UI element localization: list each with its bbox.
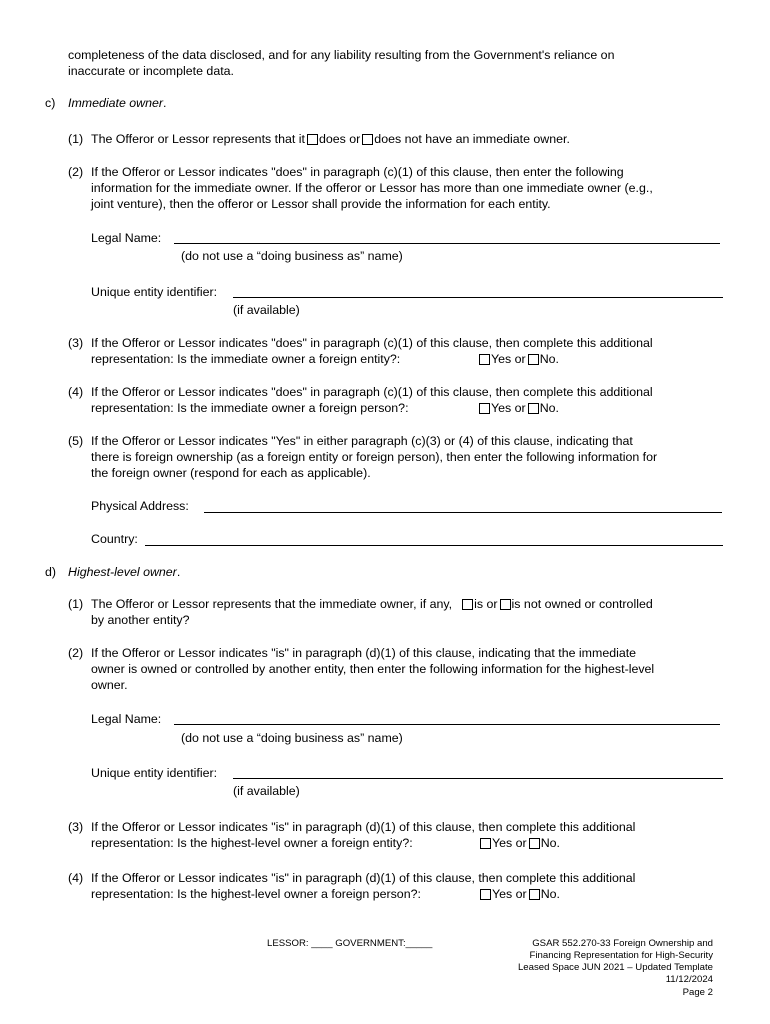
c-uei-field[interactable] bbox=[233, 297, 723, 298]
c2-line-2: information for the immediate owner. If the offeror or Lessor has more than one immediate owner (e.g., bbox=[91, 181, 653, 195]
section-d-title: Highest-level owner bbox=[68, 565, 177, 579]
d2-line-3: owner. bbox=[91, 678, 128, 692]
c4-no-label: No. bbox=[539, 401, 559, 415]
c1-does-not-checkbox[interactable] bbox=[362, 134, 373, 145]
d-uei-field[interactable] bbox=[233, 778, 723, 779]
c3-yes-checkbox[interactable] bbox=[479, 354, 490, 365]
c1-does-label: does or bbox=[318, 132, 361, 146]
d1-is-not-label: is not owned or controlled bbox=[511, 597, 653, 611]
d1-is-label: is or bbox=[474, 597, 498, 611]
footer-form-line-3: Leased Space JUN 2021 – Updated Template bbox=[517, 962, 713, 973]
d1-prefix: The Offeror or Lessor represents that the immediate owner, if any, bbox=[91, 597, 453, 611]
c4-line-2: representation: Is the immediate owner a foreign person?: bbox=[91, 401, 409, 415]
c1-text bbox=[91, 131, 570, 147]
d3-yes-label: Yes or bbox=[492, 836, 527, 850]
d-legal-name-field[interactable] bbox=[174, 724, 720, 725]
c3-options bbox=[477, 351, 559, 367]
d4-number: (4) bbox=[68, 871, 84, 885]
d3-line-2: representation: Is the highest-level owner a foreign entity?: bbox=[91, 836, 413, 850]
section-d-letter: d) bbox=[45, 565, 57, 579]
d4-line-2: representation: Is the highest-level owner a foreign person?: bbox=[91, 887, 421, 901]
d1-is-checkbox[interactable] bbox=[462, 599, 473, 610]
section-d-title-end: . bbox=[176, 565, 181, 579]
d4-yes-checkbox[interactable] bbox=[480, 889, 491, 900]
c2-line-1: If the Offeror or Lessor indicates "does" in paragraph (c)(1) of this clause, then enter the following bbox=[91, 165, 624, 179]
d3-options bbox=[478, 835, 560, 851]
d-uei-note: (if available) bbox=[233, 784, 300, 798]
c-legal-name-label: Legal Name: bbox=[91, 231, 162, 245]
c-uei-label: Unique entity identifier: bbox=[91, 285, 218, 299]
d-legal-name-note: (do not use a “doing business as” name) bbox=[181, 731, 403, 745]
c5-line-3: the foreign owner (respond for each as applicable). bbox=[91, 466, 371, 480]
d4-line-1: If the Offeror or Lessor indicates "is" in paragraph (d)(1) of this clause, then complete this additional bbox=[91, 871, 636, 885]
section-c-title-end: . bbox=[163, 96, 167, 110]
d-uei-label: Unique entity identifier: bbox=[91, 766, 218, 780]
d3-number: (3) bbox=[68, 820, 84, 834]
c1-prefix: The Offeror or Lessor represents that it bbox=[91, 132, 305, 146]
c5-number: (5) bbox=[68, 434, 84, 448]
c4-no-checkbox[interactable] bbox=[528, 403, 539, 414]
footer-page-number: Page 2 bbox=[682, 987, 713, 998]
c-country-label: Country: bbox=[91, 532, 138, 546]
d3-no-label: No. bbox=[540, 836, 560, 850]
c2-line-3: joint venture), then the offeror or Lessor shall provide the information for each entity. bbox=[91, 197, 551, 211]
c-uei-note: (if available) bbox=[233, 303, 300, 317]
c4-number: (4) bbox=[68, 385, 84, 399]
d2-number: (2) bbox=[68, 646, 84, 660]
section-c-title: Immediate owner bbox=[68, 96, 164, 110]
section-c-heading bbox=[68, 95, 167, 111]
d2-line-2: owner is owned or controlled by another entity, then enter the following information for the highest-level bbox=[91, 662, 655, 676]
c3-yes-label: Yes or bbox=[491, 352, 526, 366]
c4-yes-label: Yes or bbox=[491, 401, 526, 415]
section-c-letter: c) bbox=[45, 96, 56, 110]
d1-line-2: by another entity? bbox=[91, 613, 190, 627]
c3-line-2: representation: Is the immediate owner a foreign entity?: bbox=[91, 352, 401, 366]
d2-line-1: If the Offeror or Lessor indicates "is" in paragraph (d)(1) of this clause, indicating that the immediate bbox=[91, 646, 637, 660]
section-d-heading bbox=[68, 564, 180, 580]
intro-line-1: completeness of the data disclosed, and for any liability resulting from the Government's reliance on bbox=[68, 48, 615, 62]
c3-number: (3) bbox=[68, 336, 84, 350]
c4-line-1: If the Offeror or Lessor indicates "does" in paragraph (c)(1) of this clause, then complete this additional bbox=[91, 385, 653, 399]
footer-initials: LESSOR: ____ GOVERNMENT:_____ bbox=[267, 938, 433, 949]
c2-number: (2) bbox=[68, 165, 84, 179]
c-country-field[interactable] bbox=[145, 545, 723, 546]
c4-yes-checkbox[interactable] bbox=[479, 403, 490, 414]
footer-date: 11/12/2024 bbox=[665, 974, 713, 985]
d4-options bbox=[478, 886, 560, 902]
d3-line-1: If the Offeror or Lessor indicates "is" in paragraph (d)(1) of this clause, then complete this additional bbox=[91, 820, 636, 834]
c4-options bbox=[477, 400, 559, 416]
c1-does-checkbox[interactable] bbox=[307, 134, 318, 145]
d3-yes-checkbox[interactable] bbox=[480, 838, 491, 849]
c3-no-checkbox[interactable] bbox=[528, 354, 539, 365]
c5-line-1: If the Offeror or Lessor indicates "Yes" in either paragraph (c)(3) or (4) of this clause, indicating that bbox=[91, 434, 633, 448]
c-physical-address-label: Physical Address: bbox=[91, 499, 189, 513]
d4-no-label: No. bbox=[540, 887, 560, 901]
d-legal-name-label: Legal Name: bbox=[91, 712, 162, 726]
c1-does-not-label: does not have an immediate owner. bbox=[374, 132, 570, 146]
d4-no-checkbox[interactable] bbox=[529, 889, 540, 900]
d1-line-1 bbox=[91, 596, 653, 612]
c-legal-name-note: (do not use a “doing business as” name) bbox=[181, 249, 403, 263]
d1-number: (1) bbox=[68, 597, 84, 611]
intro-line-2: inaccurate or incomplete data. bbox=[68, 64, 234, 78]
d4-yes-label: Yes or bbox=[492, 887, 527, 901]
footer-form-line-2: Financing Representation for High-Security bbox=[529, 950, 713, 961]
d1-is-not-checkbox[interactable] bbox=[500, 599, 511, 610]
c1-number: (1) bbox=[68, 132, 84, 146]
c5-line-2: there is foreign ownership (as a foreign entity or foreign person), then enter the following information for bbox=[91, 450, 658, 464]
d3-no-checkbox[interactable] bbox=[529, 838, 540, 849]
c3-line-1: If the Offeror or Lessor indicates "does" in paragraph (c)(1) of this clause, then complete this additional bbox=[91, 336, 653, 350]
footer-form-line-1: GSAR 552.270-33 Foreign Ownership and bbox=[532, 938, 713, 949]
c-legal-name-field[interactable] bbox=[174, 243, 720, 244]
c3-no-label: No. bbox=[539, 352, 559, 366]
c-physical-address-field[interactable] bbox=[204, 512, 722, 513]
